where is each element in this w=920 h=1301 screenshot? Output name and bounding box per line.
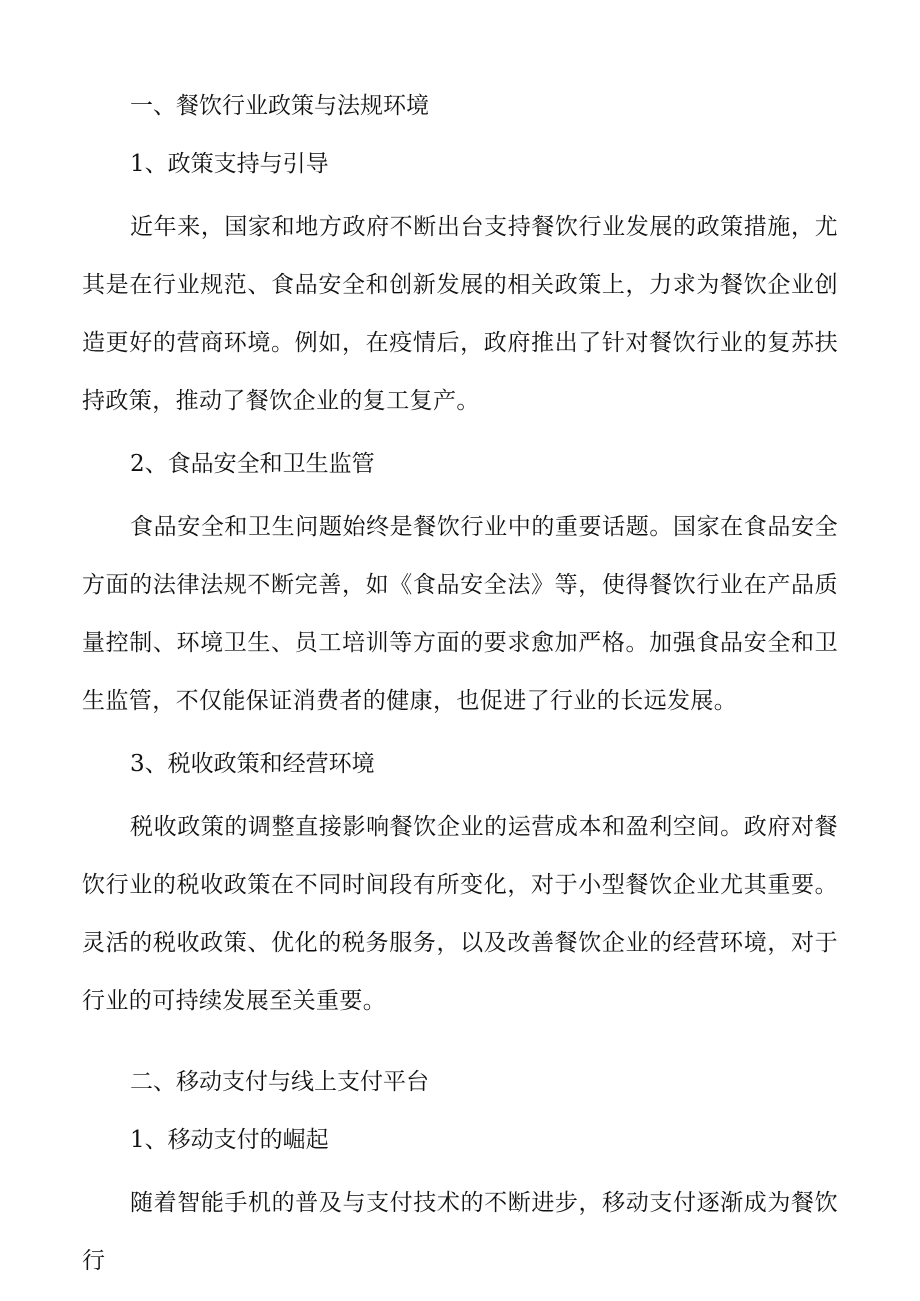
section-1-subsection-3-title: 3、税收政策和经营环境 xyxy=(130,751,375,777)
document-page xyxy=(82,84,838,1290)
section-1-subsection-1-body: 近年来，国家和地方政府不断出台支持餐饮行业发展的政策措施，尤其是在行业规范、食品安全和创新发展的相关政策上，力求为餐饮企业创造更好的营商环境。例如，在疫情后，政府推出了针对餐饮行业的复苏扶持政策，推动了餐饮企业的复工复产。 xyxy=(82,214,838,414)
section-1-subsection-2-title: 2、食品安全和卫生监管 xyxy=(130,451,375,477)
section-2-title: 二、移动支付与线上支付平台 xyxy=(130,1069,429,1095)
section-2-subsection-1-title: 1、移动支付的崛起 xyxy=(130,1127,329,1153)
section-2-subsection-1-body: 随着智能手机的普及与支付技术的不断进步，移动支付逐渐成为餐饮行 xyxy=(82,1190,838,1274)
section-1-title: 一、餐饮行业政策与法规环境 xyxy=(130,93,429,119)
section-1-subsection-3-body: 税收政策的调整直接影响餐饮企业的运营成本和盈利空间。政府对餐饮行业的税收政策在不同时间段有所变化，对于小型餐饮企业尤其重要。灵活的税收政策、优化的税务服务，以及改善餐饮企业的经营环境，对于行业的可持续发展至关重要。 xyxy=(82,814,838,1014)
section-1-subsection-2-body: 食品安全和卫生问题始终是餐饮行业中的重要话题。国家在食品安全方面的法律法规不断完善，如《食品安全法》等，使得餐饮行业在产品质量控制、环境卫生、员工培训等方面的要求愈加严格。加强食品安全和卫生监管，不仅能保证消费者的健康，也促进了行业的长远发展。 xyxy=(82,514,838,714)
section-1-subsection-1-title: 1、政策支持与引导 xyxy=(130,151,329,177)
